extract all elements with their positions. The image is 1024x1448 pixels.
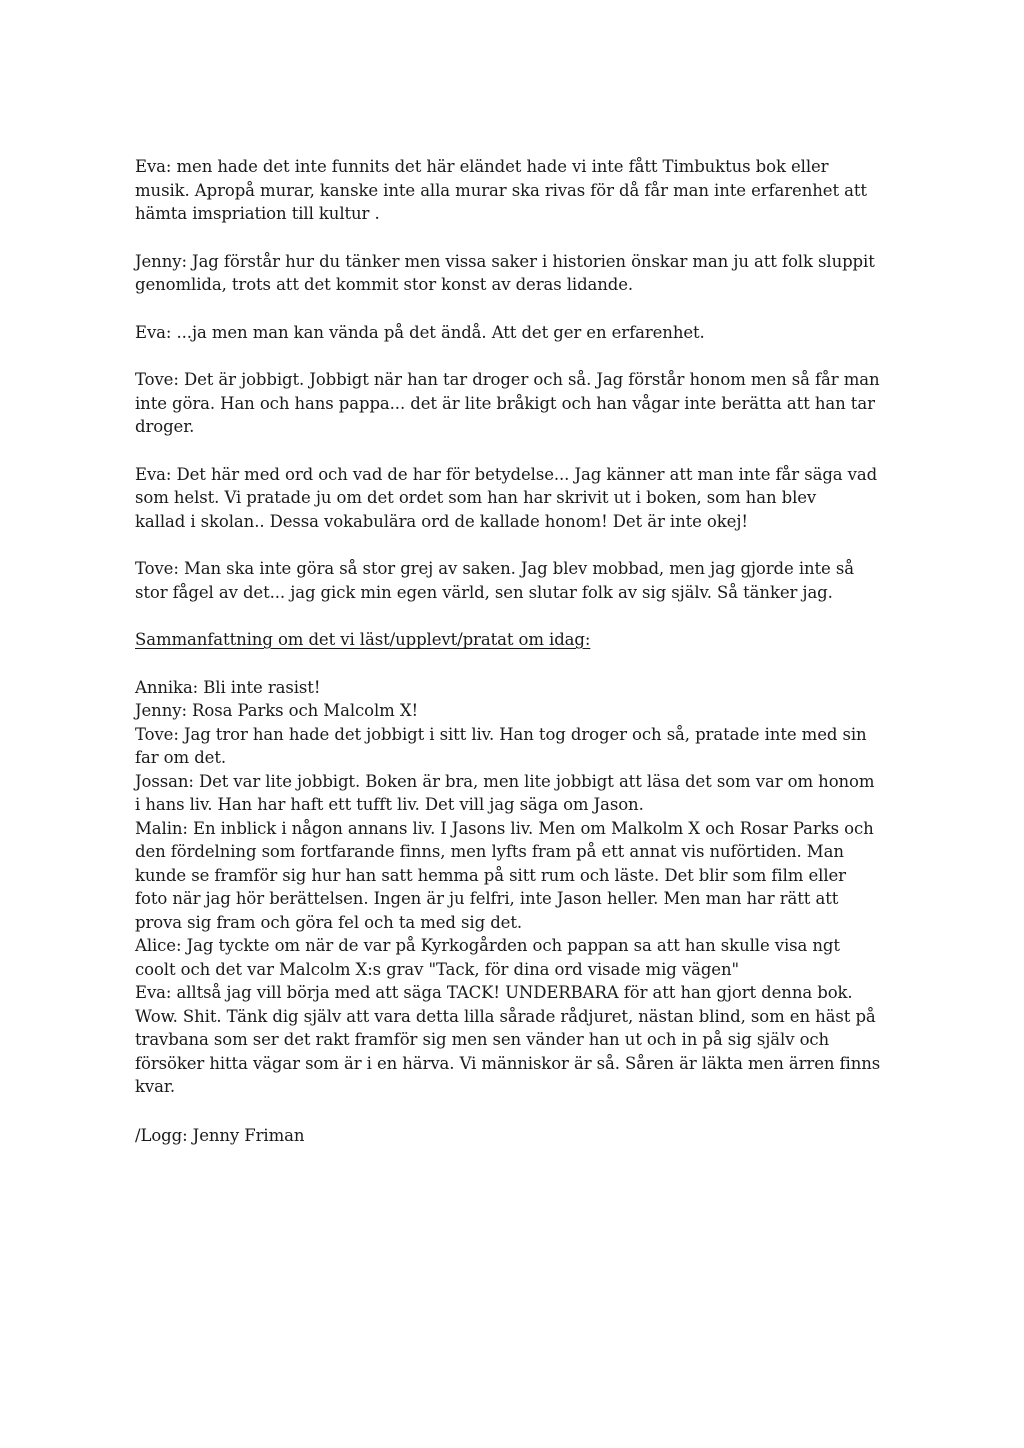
document-body: [135, 155, 895, 1147]
summary-heading: Sammanfattning om det vi läst/upplevt/pratat om idag:: [135, 630, 591, 649]
summary-entry: Malin: En inblick i någon annans liv. I Jasons liv. Men om Malkolm X och Rosar Parks och den fördelning som fortfarande finns, men lyfts fram på ett annat vis nuförtiden. Man kunde se framför sig hur han satt hemma på sitt rum och läste. Det blir som film eller foto när jag hör berättelsen. Ingen är ju felfri, inte Jason heller. Men man har rätt att prova sig fram och göra fel och ta med sig det.: [135, 818, 874, 932]
summary-list: [135, 676, 895, 1099]
summary-entry: Jenny: Rosa Parks och Malcolm X!: [135, 701, 419, 720]
log-signature: /Logg: Jenny Friman: [135, 1125, 305, 1145]
dialogue-paragraph: Jenny: Jag förstår hur du tänker men vissa saker i historien önskar man ju att folk sluppit genomlida, trots att det kommit stor konst av deras lidande.: [135, 251, 875, 294]
dialogue-paragraph: Eva: men hade det inte funnits det här eländet hade vi inte fått Timbuktus bok eller musik. Apropå murar, kanske inte alla murar ska rivas för då får man inte erfarenhet att hämta imspriation till kultur .: [135, 157, 867, 223]
summary-entry: Tove: Jag tror han hade det jobbigt i sitt liv. Han tog droger och så, pratade inte med sin far om det.: [135, 724, 867, 767]
dialogue-paragraph: Eva: Det här med ord och vad de har för betydelse... Jag känner att man inte får säga vad som helst. Vi pratade ju om det ordet som han har skrivit ut i boken, som han blev kallad i skolan.. Dessa vokabulära ord de kallade honom! Det är inte okej!: [135, 464, 878, 531]
summary-entry: Eva: alltså jag vill börja med att säga TACK! UNDERBARA för att han gjort denna bok. Wow. Shit. Tänk dig själv att vara detta lilla sårade rådjuret, nästan blind, som en häst på travbana som ser det rakt framför sig men sen vänder han ut och in på sig själv och försöker hitta vägar som är i en härva. Vi människor är så. Såren är läkta men ärren finns kvar.: [135, 983, 881, 1096]
dialogue-paragraph: Tove: Man ska inte göra så stor grej av saken. Jag blev mobbad, men jag gjorde inte så stor fågel av det... jag gick min egen värld, sen slutar folk av sig själv. Så tänker jag.: [135, 559, 854, 602]
dialogue-paragraph: Tove: Det är jobbigt. Jobbigt när han tar droger och så. Jag förstår honom men så får man inte göra. Han och hans pappa... det är lite bråkigt och han vågar inte berätta att han tar droger.: [135, 370, 880, 436]
summary-entry: Jossan: Det var lite jobbigt. Boken är bra, men lite jobbigt att läsa det som var om honom i hans liv. Han har haft ett tufft liv. Det vill jag säga om Jason.: [135, 771, 875, 814]
summary-entry: Annika: Bli inte rasist!: [135, 677, 321, 697]
dialogue-paragraph: Eva: ...ja men man kan vända på det ändå. Att det ger en erfarenhet.: [135, 322, 705, 342]
summary-entry: Alice: Jag tyckte om när de var på Kyrkogården och pappan sa att han skulle visa ngt coolt och det var Malcolm X:s grav "Tack, för dina ord visade mig vägen": [135, 936, 840, 979]
